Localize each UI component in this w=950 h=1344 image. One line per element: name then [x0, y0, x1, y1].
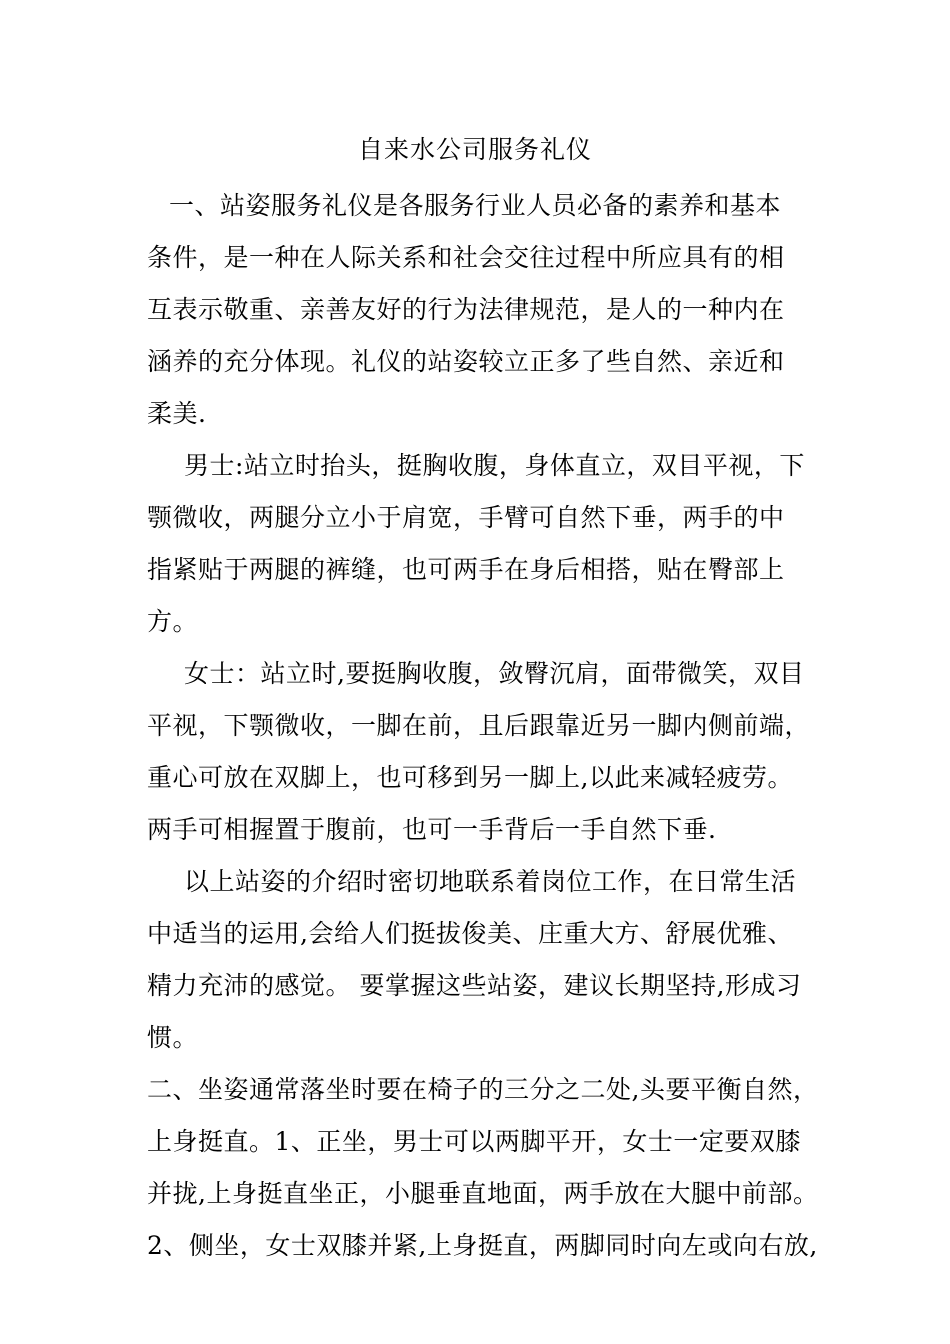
paragraph-line: 条件，是一种在人际关系和社会交往过程中所应具有的相 [147, 243, 785, 272]
paragraph-line: 以上站姿的介绍时密切地联系着岗位工作，在日常生活 [184, 867, 797, 896]
paragraph-line: 并拢,上身挺直坐正，小腿垂直地面，两手放在大腿中前部。 [147, 1179, 819, 1208]
paragraph-line: 上身挺直。1、正坐，男士可以两脚平开，女士一定要双膝 [147, 1127, 801, 1156]
paragraph-line: 惯。 [147, 1023, 199, 1052]
paragraph-line: 二、坐姿通常落坐时要在椅子的三分之二处,头要平衡自然， [147, 1075, 819, 1104]
paragraph-line: 重心可放在双脚上，也可移到另一脚上,以此来减轻疲劳。 [147, 763, 793, 792]
paragraph-line: 一、站姿服务礼仪是各服务行业人员必备的素养和基本 [169, 191, 782, 220]
document-title: 自来水公司服务礼仪 [357, 135, 592, 164]
document-body [147, 180, 827, 1272]
paragraph-line: 2、侧坐，女士双膝并紧,上身挺直，两脚同时向左或向右放, [147, 1231, 818, 1260]
paragraph-line: 男士:站立时抬头，挺胸收腹，身体直立，双目平视，下 [184, 451, 805, 480]
paragraph-line: 两手可相握置于腹前，也可一手背后一手自然下垂. [147, 815, 717, 844]
paragraph-line: 女士：站立时,要挺胸收腹，敛臀沉肩，面带微笑，双目 [184, 659, 805, 688]
paragraph-line: 涵养的充分体现。礼仪的站姿较立正多了些自然、亲近和 [147, 347, 785, 376]
paragraph-line: 互表示敬重、亲善友好的行为法律规范，是人的一种内在 [147, 295, 785, 324]
paragraph-line: 中适当的运用,会给人们挺拔俊美、庄重大方、舒展优雅、 [147, 919, 793, 948]
paragraph-line: 平视，下颚微收，一脚在前，且后跟靠近另一脚内侧前端， [147, 711, 811, 740]
paragraph-line: 方。 [147, 607, 199, 636]
paragraph-line: 指紧贴于两腿的裤缝，也可两手在身后相搭，贴在臀部上 [147, 555, 785, 584]
paragraph-line: 柔美. [147, 399, 207, 428]
paragraph-line: 精力充沛的感觉。 要掌握这些站姿，建议长期坚持,形成习 [147, 971, 802, 1000]
paragraph-line: 颚微收，两腿分立小于肩宽，手臂可自然下垂，两手的中 [147, 503, 785, 532]
